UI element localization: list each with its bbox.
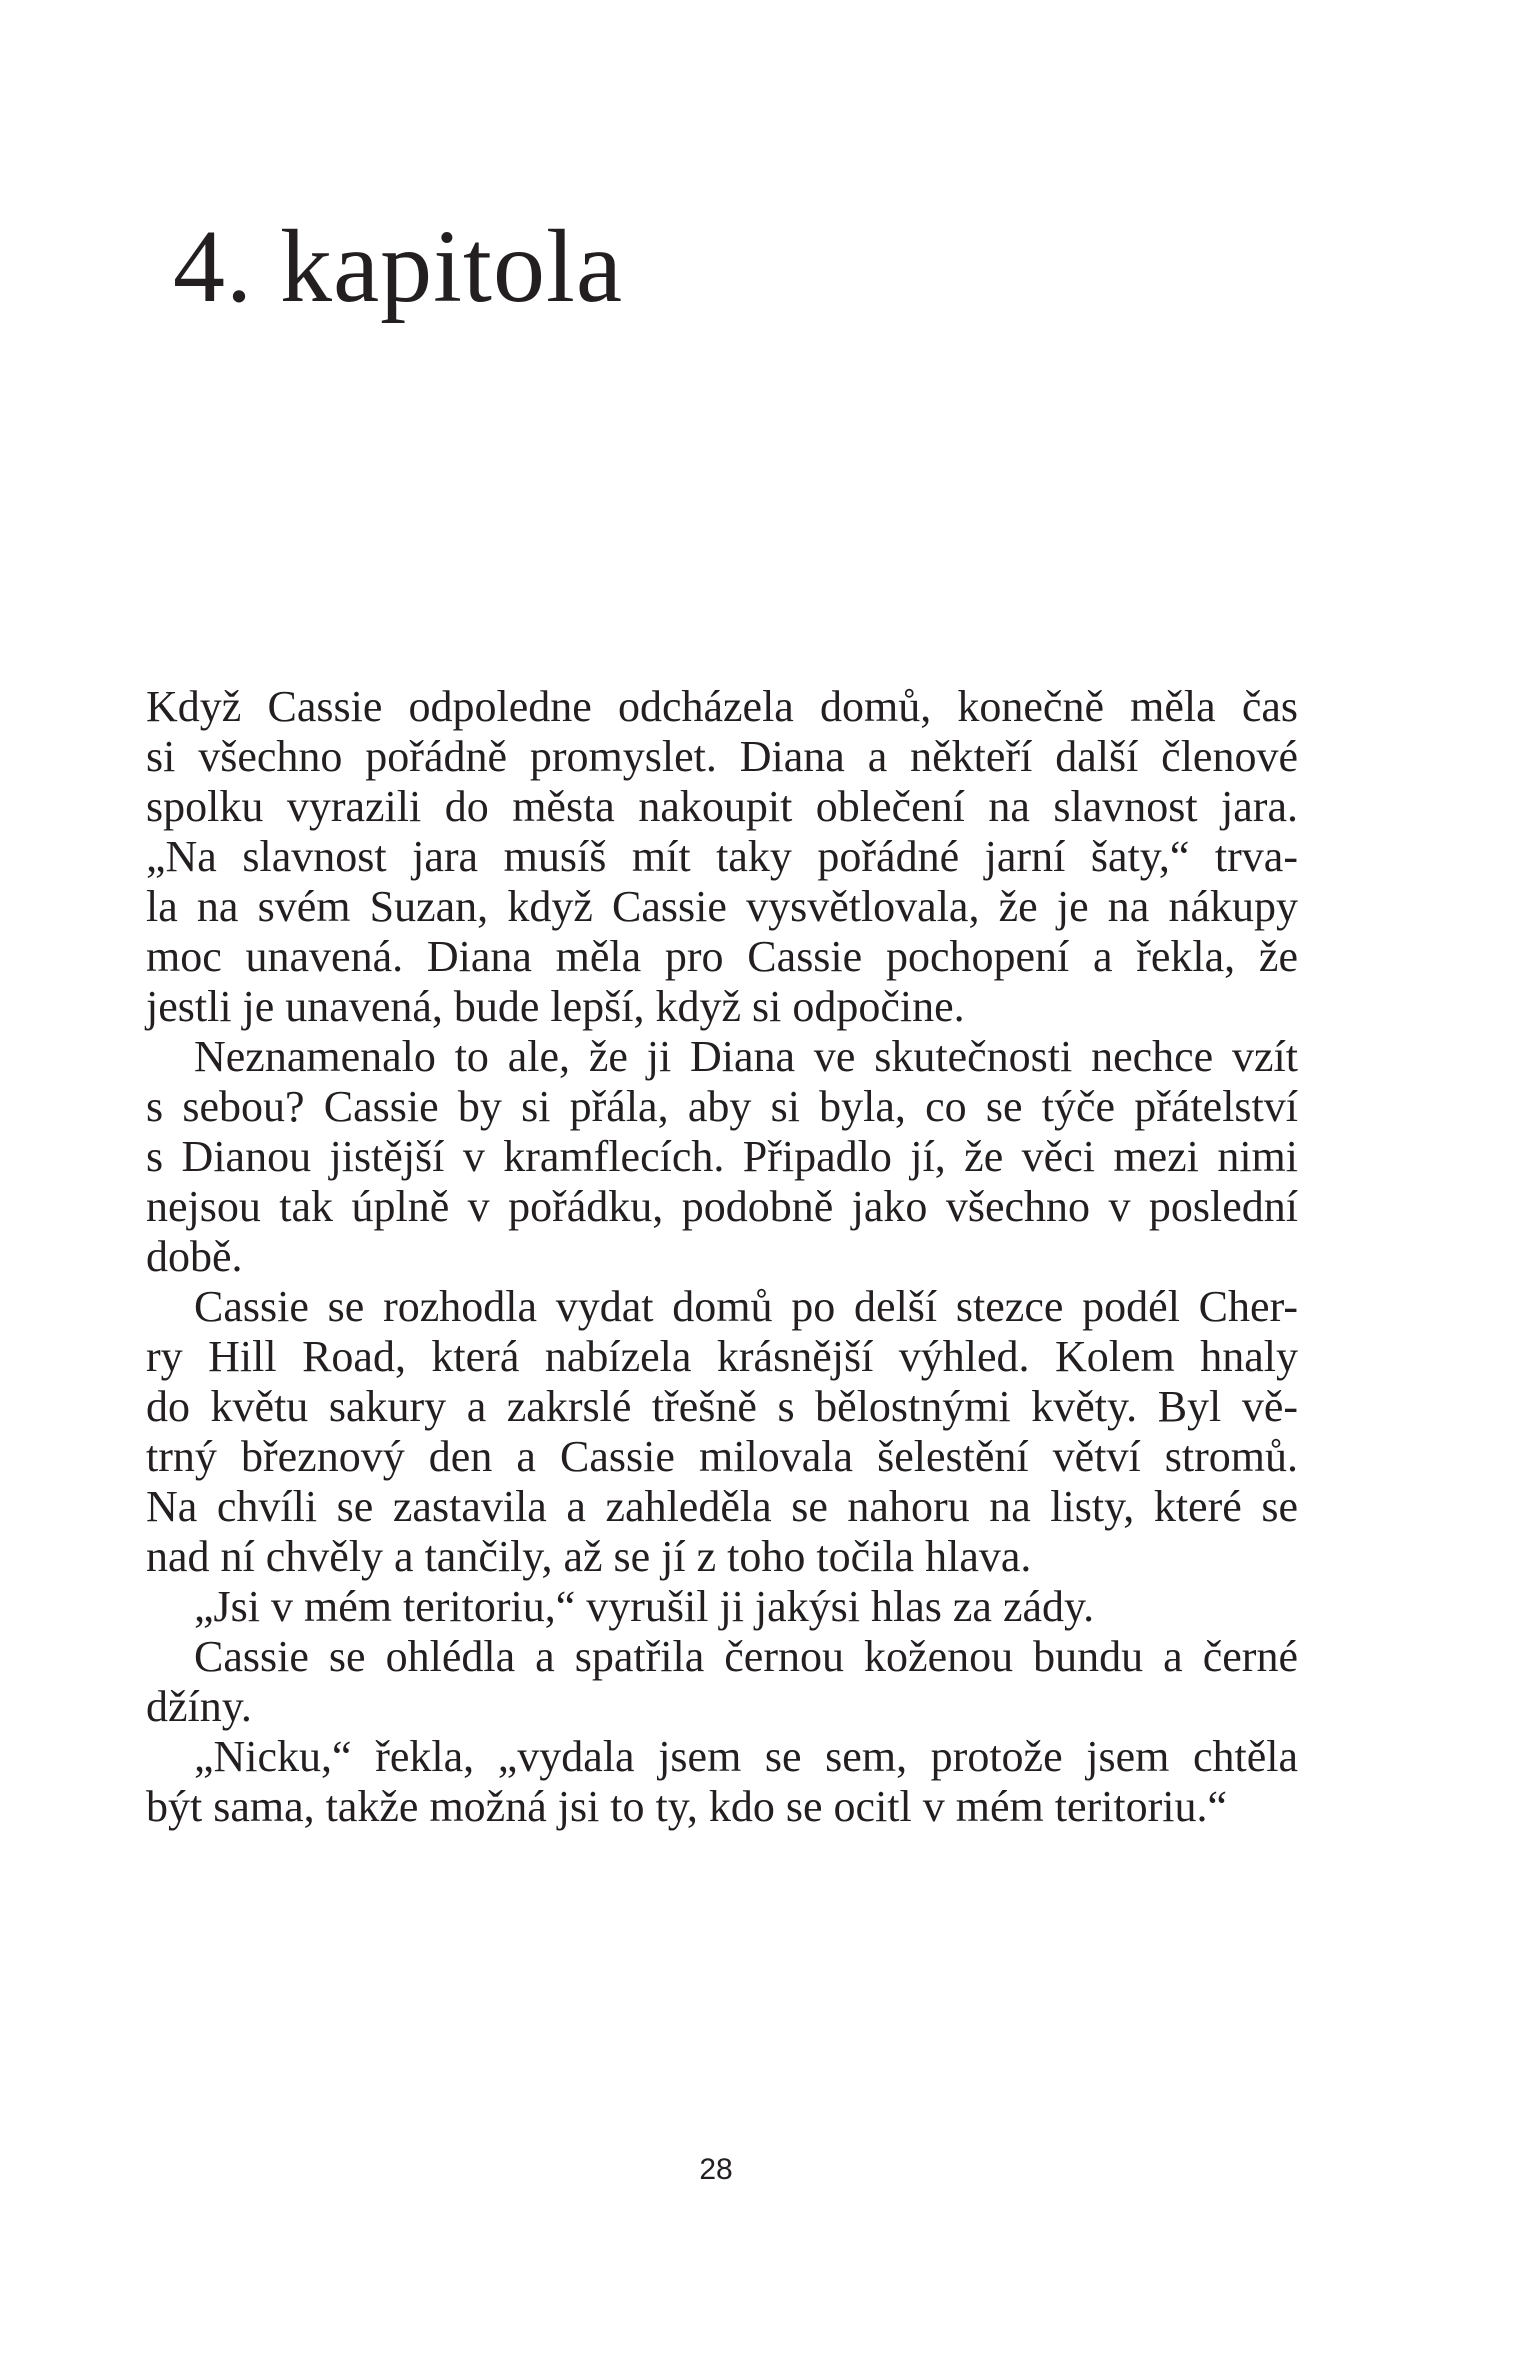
- text-line: ry Hill Road, která nabízela krásnější výhled. Kolem hnaly: [146, 1332, 1298, 1381]
- text-line: době.: [146, 1232, 243, 1281]
- text-line: Když Cassie odpoledne odcházela domů, konečně měla čas: [146, 682, 1298, 731]
- text-line: Cassie se rozhodla vydat domů po delší stezce podél Cher-: [194, 1282, 1298, 1331]
- text-line: trný březnový den a Cassie milovala šelestění větví stromů.: [146, 1432, 1298, 1481]
- text-line: nejsou tak úplně v pořádku, podobně jako všechno v poslední: [146, 1182, 1298, 1231]
- text-line: Na chvíli se zastavila a zahleděla se nahoru na listy, které se: [146, 1482, 1298, 1531]
- text-line: moc unavená. Diana měla pro Cassie pochopení a řekla, že: [146, 932, 1298, 981]
- text-line: s Dianou jistější v kramflecích. Připadlo jí, že věci mezi nimi: [146, 1132, 1298, 1181]
- page-number: 28: [699, 2153, 733, 2186]
- text-line: „Jsi v mém teritoriu,“ vyrušil ji jakýsi hlas za zády.: [194, 1582, 1095, 1631]
- text-line: la na svém Suzan, když Cassie vysvětlovala, že je na nákupy: [146, 882, 1298, 931]
- text-line: Neznamenalo to ale, že ji Diana ve skutečnosti nechce vzít: [194, 1032, 1298, 1081]
- text-line: „Na slavnost jara musíš mít taky pořádné jarní šaty,“ trva-: [146, 832, 1298, 881]
- body-text: [146, 682, 1298, 1832]
- text-line: jestli je unavená, bude lepší, když si odpočine.: [146, 982, 965, 1031]
- text-line: být sama, takže možná jsi to ty, kdo se ocitl v mém teritoriu.“: [146, 1782, 1227, 1831]
- text-line: s sebou? Cassie by si přála, aby si byla, co se týče přátelství: [146, 1082, 1298, 1131]
- text-line: spolku vyrazili do města nakoupit oblečení na slavnost jara.: [146, 782, 1298, 831]
- text-line: nad ní chvěly a tančily, až se jí z toho točila hlava.: [146, 1532, 1032, 1581]
- text-line: si všechno pořádně promyslet. Diana a někteří další členové: [146, 732, 1298, 781]
- chapter-title: 4. kapitola: [173, 209, 624, 324]
- text-line: Cassie se ohlédla a spatřila černou koženou bundu a černé: [194, 1632, 1298, 1681]
- text-line: do květu sakury a zakrslé třešně s bělostnými květy. Byl vě-: [146, 1382, 1298, 1431]
- text-line: džíny.: [146, 1682, 252, 1731]
- text-line: „Nicku,“ řekla, „vydala jsem se sem, protože jsem chtěla: [194, 1732, 1298, 1781]
